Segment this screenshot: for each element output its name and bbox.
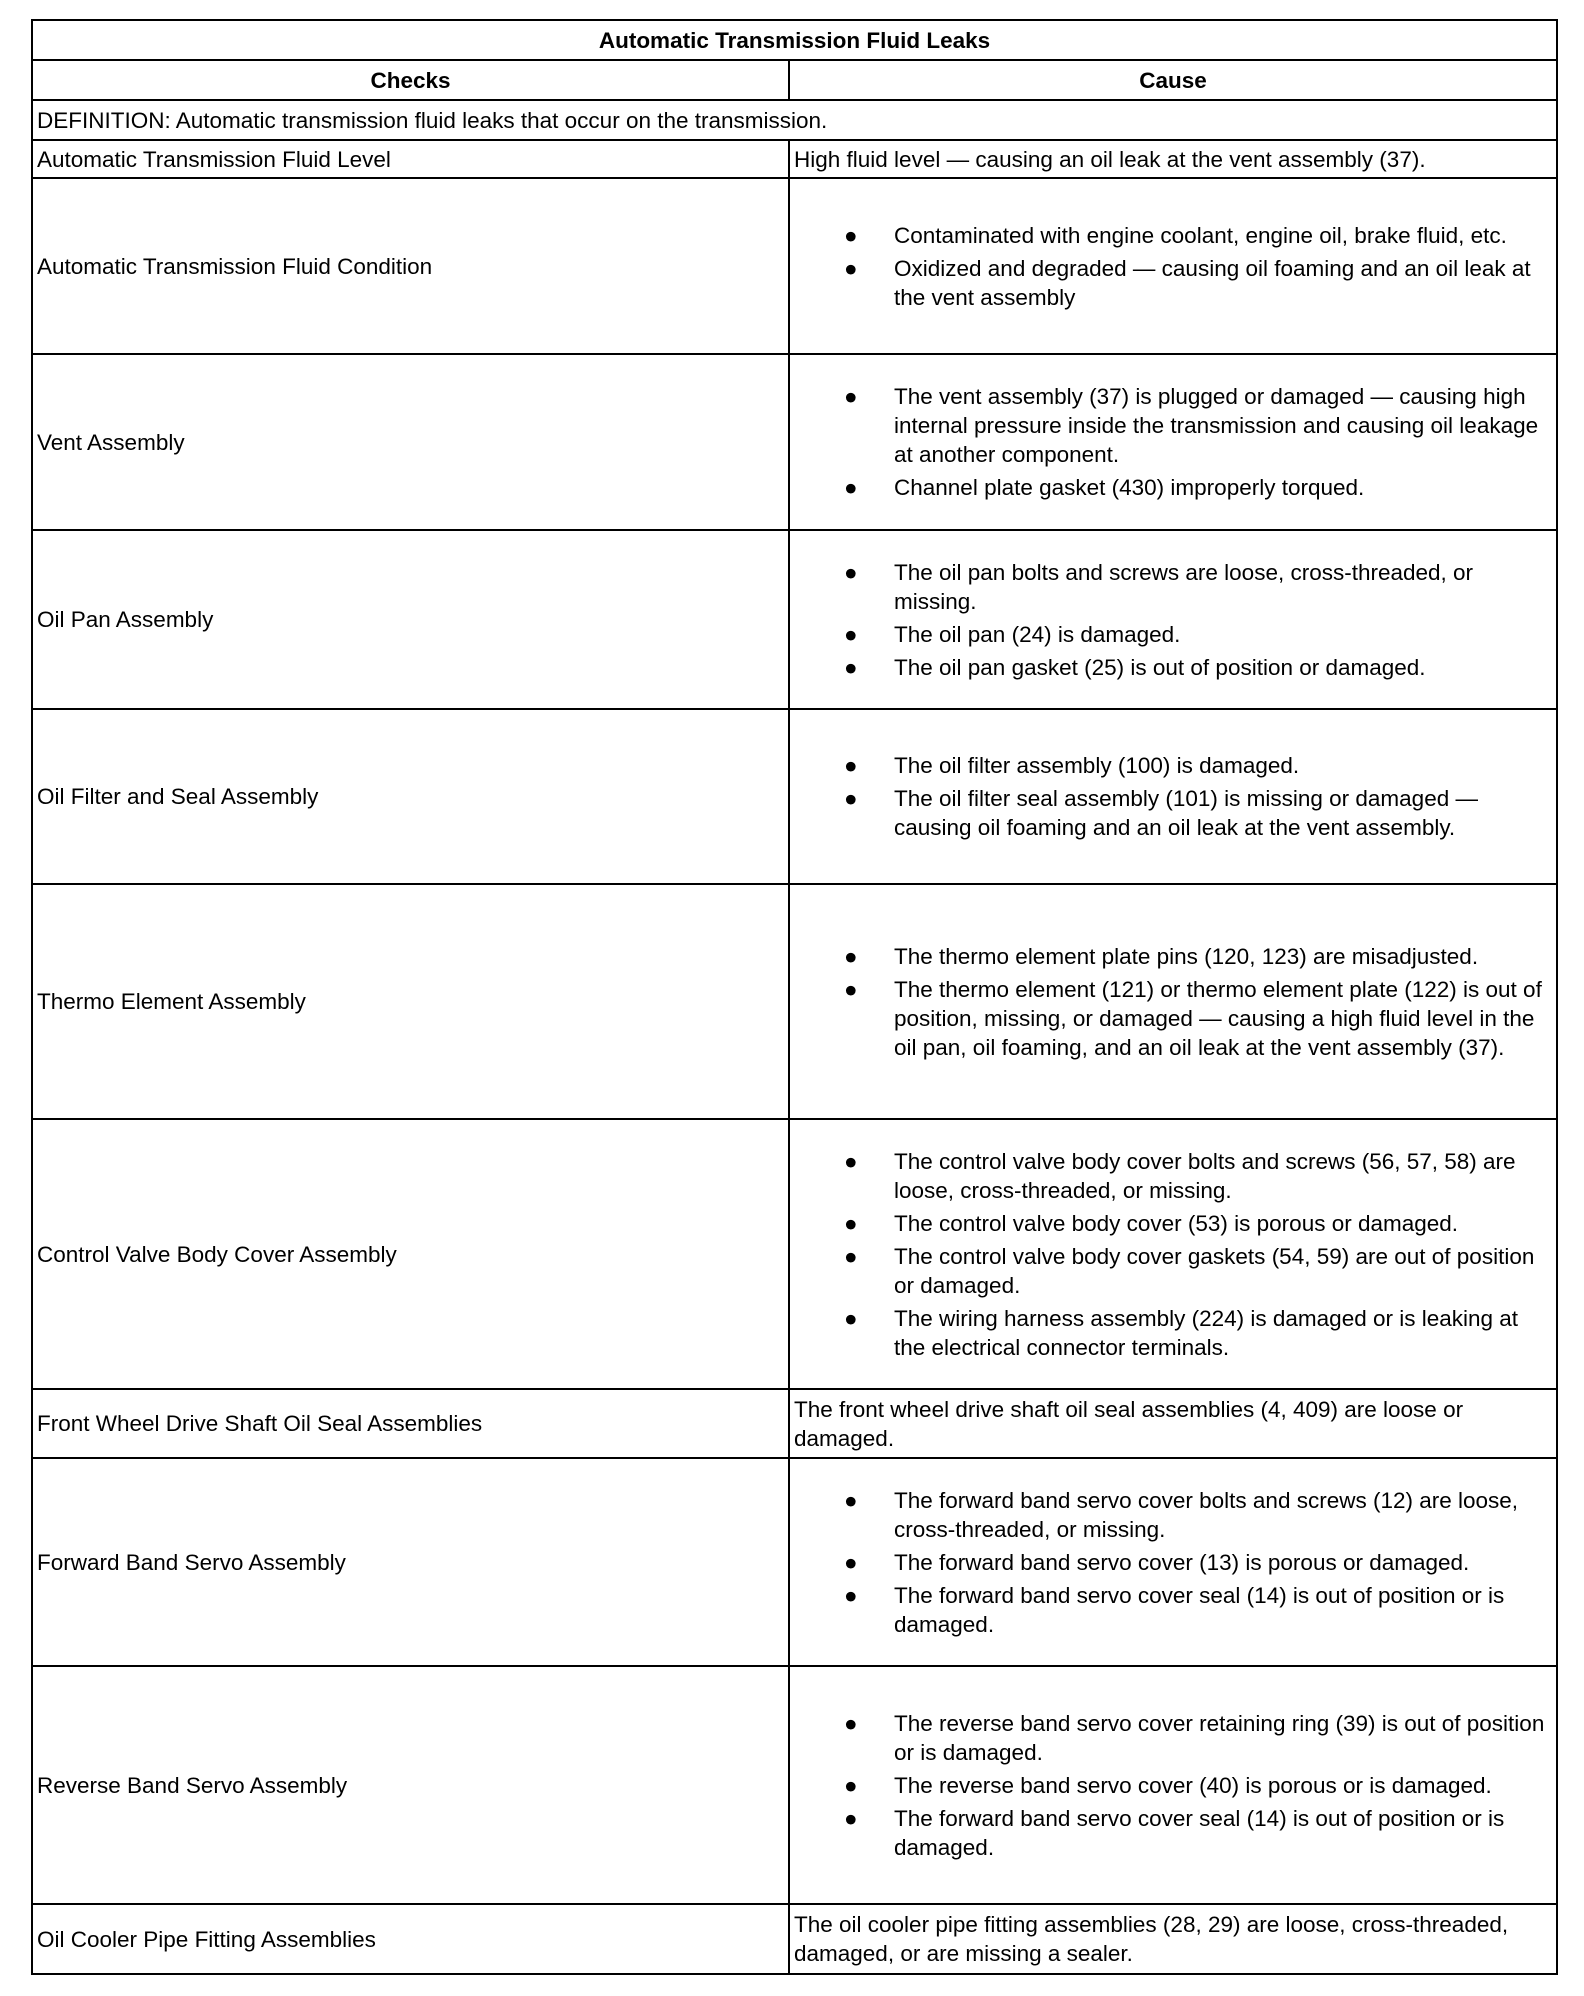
check-cell: Front Wheel Drive Shaft Oil Seal Assemblies (32, 1389, 789, 1458)
cause-list (794, 1709, 1552, 1862)
list-item (794, 784, 1552, 842)
bullet-icon: ● (844, 976, 858, 1002)
cause-list (794, 1147, 1552, 1362)
bullet-icon: ● (844, 654, 858, 680)
cause-cell: High fluid level — causing an oil leak at the vent assembly (37). (789, 140, 1557, 178)
bullet-icon: ● (844, 1582, 858, 1608)
cause-item-text: The vent assembly (37) is plugged or damaged — causing high internal pressure inside the transmission and causing oil leakage at another component. (894, 384, 1539, 467)
list-item (794, 1242, 1552, 1300)
bullet-icon: ● (844, 1805, 858, 1831)
bullet-icon: ● (844, 1148, 858, 1174)
cause-item-text: The forward band servo cover (13) is porous or damaged. (894, 1549, 1470, 1575)
check-cell: Oil Filter and Seal Assembly (32, 709, 789, 884)
cause-item-text: The forward band servo cover seal (14) is out of position or is damaged. (894, 1582, 1505, 1637)
bullet-icon: ● (844, 1710, 858, 1736)
table-title-row (32, 20, 1557, 60)
cause-list (794, 558, 1552, 682)
bullet-icon: ● (844, 753, 858, 778)
definition-text: DEFINITION: Automatic transmission fluid leaks that occur on the transmission. (32, 100, 1557, 140)
cause-cell (789, 530, 1557, 709)
bullet-icon: ● (844, 1305, 858, 1331)
list-item (794, 1804, 1552, 1862)
bullet-icon: ● (844, 1549, 858, 1575)
list-item (794, 1581, 1552, 1639)
cause-list (794, 942, 1552, 1062)
check-cell: Oil Pan Assembly (32, 530, 789, 709)
cause-cell (789, 709, 1557, 884)
list-item (794, 558, 1552, 616)
bullet-icon: ● (844, 786, 858, 811)
column-header-cause: Cause (789, 60, 1557, 100)
cause-item-text: The control valve body cover gaskets (54, 59) are out of position or damaged. (894, 1243, 1535, 1298)
cause-item-text: The oil pan gasket (25) is out of position or damaged. (894, 654, 1426, 680)
table-header-row (32, 60, 1557, 100)
table-row (32, 530, 1557, 709)
table-row (32, 1119, 1557, 1389)
cause-item-text: The oil filter seal assembly (101) is missing or damaged — causing oil foaming and an oil leak at the vent assembly. (894, 786, 1478, 840)
table-title: Automatic Transmission Fluid Leaks (32, 20, 1557, 60)
cause-item-text: Contaminated with engine coolant, engine oil, brake fluid, etc. (894, 222, 1507, 248)
check-cell: Oil Cooler Pipe Fitting Assemblies (32, 1904, 789, 1974)
cause-item-text: The reverse band servo cover retaining ring (39) is out of position or is damaged. (894, 1710, 1545, 1765)
bullet-icon: ● (844, 255, 858, 281)
check-cell: Control Valve Body Cover Assembly (32, 1119, 789, 1389)
cause-item-text: The oil pan (24) is damaged. (894, 621, 1181, 647)
cause-item-text: The control valve body cover bolts and screws (56, 57, 58) are loose, cross-threaded, or missing. (894, 1148, 1516, 1203)
check-cell: Forward Band Servo Assembly (32, 1458, 789, 1666)
bullet-icon: ● (844, 559, 858, 585)
check-cell: Automatic Transmission Fluid Level (32, 140, 789, 178)
list-item (794, 221, 1552, 250)
cause-item-text: Oxidized and degraded — causing oil foaming and an oil leak at the vent assembly (894, 255, 1531, 310)
table-row (32, 1458, 1557, 1666)
table-row (32, 884, 1557, 1119)
list-item (794, 254, 1552, 312)
cause-item-text: The reverse band servo cover (40) is porous or is damaged. (894, 1772, 1492, 1798)
bullet-icon: ● (844, 1772, 858, 1798)
cause-list (794, 1486, 1552, 1639)
table-row (32, 178, 1557, 354)
list-item (794, 653, 1552, 682)
cause-item-text: The thermo element plate pins (120, 123) are misadjusted. (894, 943, 1479, 969)
cause-cell: The oil cooler pipe fitting assemblies (28, 29) are loose, cross-threaded, damaged, or are missing a sealer. (789, 1904, 1557, 1974)
cause-item-text: Channel plate gasket (430) improperly torqued. (894, 475, 1365, 500)
list-item (794, 473, 1552, 502)
cause-list (794, 221, 1552, 312)
cause-item-text: The forward band servo cover bolts and screws (12) are loose, cross-threaded, or missing. (894, 1487, 1519, 1542)
list-item (794, 1548, 1552, 1577)
check-cell: Thermo Element Assembly (32, 884, 789, 1119)
cause-item-text: The control valve body cover (53) is porous or damaged. (894, 1210, 1459, 1236)
cause-item-text: The forward band servo cover seal (14) is out of position or is damaged. (894, 1805, 1505, 1860)
table-row (32, 354, 1557, 530)
cause-cell (789, 884, 1557, 1119)
column-header-checks: Checks (32, 60, 789, 100)
table-row (32, 1666, 1557, 1904)
table-row (32, 140, 1557, 178)
cause-cell (789, 1458, 1557, 1666)
cause-item-text: The thermo element (121) or thermo element plate (122) is out of position, missing, or damaged — causing a high fluid level in the oil pan, oil foaming, and an oil leak at the vent assembly (37). (894, 976, 1542, 1060)
check-cell: Vent Assembly (32, 354, 789, 530)
list-item (794, 1771, 1552, 1800)
cause-cell (789, 354, 1557, 530)
table-row (32, 1904, 1557, 1974)
list-item (794, 1486, 1552, 1544)
list-item (794, 1709, 1552, 1767)
cause-cell (789, 1119, 1557, 1389)
definition-row (32, 100, 1557, 140)
bullet-icon: ● (844, 1487, 858, 1513)
list-item (794, 751, 1552, 780)
check-cell: Automatic Transmission Fluid Condition (32, 178, 789, 354)
list-item (794, 382, 1552, 469)
list-item (794, 942, 1552, 971)
bullet-icon: ● (844, 943, 858, 969)
cause-cell (789, 1666, 1557, 1904)
check-cell: Reverse Band Servo Assembly (32, 1666, 789, 1904)
list-item (794, 975, 1552, 1062)
table-row (32, 1389, 1557, 1458)
cause-item-text: The oil filter assembly (100) is damaged. (894, 753, 1300, 778)
bullet-icon: ● (844, 384, 858, 409)
list-item (794, 620, 1552, 649)
cause-list (794, 382, 1552, 502)
fluid-leaks-table (31, 19, 1558, 1975)
bullet-icon: ● (844, 222, 858, 248)
list-item (794, 1147, 1552, 1205)
cause-item-text: The wiring harness assembly (224) is damaged or is leaking at the electrical connector terminals. (894, 1305, 1519, 1360)
cause-list (794, 751, 1552, 842)
bullet-icon: ● (844, 1243, 858, 1269)
list-item (794, 1304, 1552, 1362)
cause-cell (789, 178, 1557, 354)
cause-cell: The front wheel drive shaft oil seal assemblies (4, 409) are loose or damaged. (789, 1389, 1557, 1458)
bullet-icon: ● (844, 621, 858, 647)
bullet-icon: ● (844, 475, 858, 500)
cause-item-text: The oil pan bolts and screws are loose, cross-threaded, or missing. (894, 559, 1474, 614)
list-item (794, 1209, 1552, 1238)
table-row (32, 709, 1557, 884)
bullet-icon: ● (844, 1210, 858, 1236)
